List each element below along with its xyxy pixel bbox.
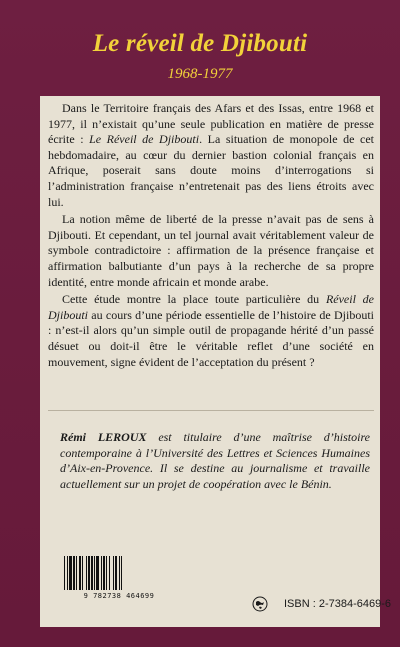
author-bio-text: est titulaire d’une maîtrise d’histoire contemporaine à l’Université des Lettres et Sciences Humaines d’Aix-en-Provence. Il se destine au journalisme et travaille actuellement sur un projet de coopération avec le Bénin. <box>60 430 371 491</box>
blurb <box>48 101 374 372</box>
journal-name: Réveil de Djibouti <box>48 292 374 322</box>
book-title: Le réveil de Djibouti <box>92 30 308 57</box>
blurb-paragraph-1: Dans le Territoire français des Afars et des Issas, entre 1968 et 1977, il n’existait qu’une seule publication en matière de presse écrite : Le Réveil de Djibouti. La situation de monopole de cet hebdomadaire, au cœur du dernier bastion colonial français en Afrique, poserait sans doute moins d’interrogations si l’administration française n’entretenait pas des liens étroits avec lui. <box>48 101 374 209</box>
barcode <box>64 556 174 590</box>
barcode-number: 9 782738 464699 <box>83 592 155 600</box>
isbn: ISBN : 2-7384-6469-6 <box>284 598 392 610</box>
book-years: 1968-1977 <box>167 66 233 82</box>
globe-logo-icon <box>252 596 268 612</box>
barcode-gap <box>122 556 124 590</box>
divider <box>48 410 374 411</box>
blurb-paragraph-3: Cette étude montre la place toute particulière du Réveil de Djibouti au cours d’une période essentielle de l’histoire de Djibouti : n’est-il alors qu’un simple outil de propagande hérité d’un passé désuet ou doit-il être le véritable reflet d’une société en mouvement, signe évident de l’acceptation du présent ? <box>48 292 374 369</box>
journal-name: Le Réveil de Djibouti <box>89 132 200 147</box>
author-bio <box>60 430 370 492</box>
blurb-paragraph-2: La notion même de liberté de la presse n’avait pas de sens à Djibouti. Et cependant, un tel journal avait véritablement valeur de symbole contradictoire : affirmation de la présence française et affirmation balbutiante d’un pays à la recherche de sa propre identité, entre monde africain et monde arabe. <box>48 212 374 289</box>
author-name: Rémi LEROUX <box>60 430 147 444</box>
